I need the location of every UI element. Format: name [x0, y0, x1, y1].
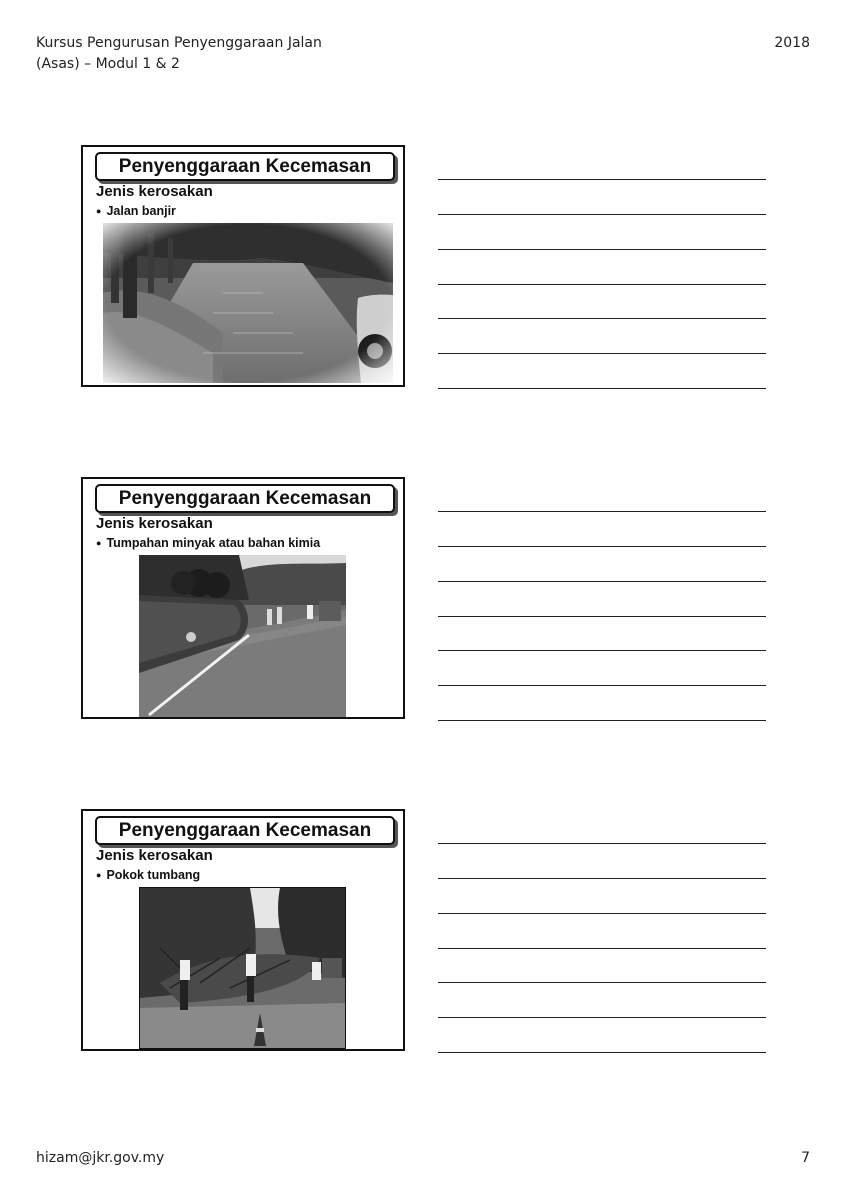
slide-bullet: [96, 535, 320, 551]
slide-1: [81, 145, 405, 387]
bullet-dot-icon: ●: [96, 206, 102, 216]
slide-subtitle: Jenis kerosakan: [96, 183, 213, 200]
note-line: [438, 616, 766, 617]
slide-title: Penyenggaraan Kecemasan: [95, 152, 395, 181]
flooded-road-photo: [103, 223, 393, 383]
note-line: [438, 249, 766, 250]
slide-title: Penyenggaraan Kecemasan: [95, 484, 395, 513]
note-line: [438, 650, 766, 651]
slide-subtitle: Jenis kerosakan: [96, 515, 213, 532]
note-line: [438, 1017, 766, 1018]
page-number: 7: [801, 1150, 810, 1166]
note-line: [438, 878, 766, 879]
note-line: [438, 546, 766, 547]
note-line: [438, 1052, 766, 1053]
bullet-dot-icon: ●: [96, 538, 102, 548]
slide-title: Penyenggaraan Kecemasan: [95, 816, 395, 845]
bullet-dot-icon: ●: [96, 870, 102, 880]
slide-bullet-text: Pokok tumbang: [106, 868, 201, 882]
slide-3: [81, 809, 405, 1051]
note-line: [438, 685, 766, 686]
note-line: [438, 353, 766, 354]
slide-bullet: [96, 203, 176, 219]
note-line: [438, 720, 766, 721]
course-title-line1: Kursus Pengurusan Penyenggaraan Jalan: [36, 35, 322, 51]
note-line: [438, 179, 766, 180]
slide-2: [81, 477, 405, 719]
course-title-line2: (Asas) – Modul 1 & 2: [36, 56, 180, 72]
note-line: [438, 388, 766, 389]
slide-bullet-text: Tumpahan minyak atau bahan kimia: [106, 536, 321, 550]
page-header-course: [36, 33, 356, 75]
fallen-tree-photo: [139, 887, 346, 1049]
note-line: [438, 214, 766, 215]
note-line: [438, 581, 766, 582]
note-line: [438, 284, 766, 285]
note-line: [438, 913, 766, 914]
page-header-year: 2018: [774, 35, 810, 51]
note-line: [438, 982, 766, 983]
slide-bullet: [96, 867, 200, 883]
overturned-tanker-photo: [139, 555, 346, 717]
footer-email: hizam@jkr.gov.my: [36, 1150, 165, 1166]
note-line: [438, 948, 766, 949]
note-line: [438, 318, 766, 319]
slide-bullet-text: Jalan banjir: [106, 204, 176, 218]
note-line: [438, 511, 766, 512]
slide-subtitle: Jenis kerosakan: [96, 847, 213, 864]
note-line: [438, 843, 766, 844]
